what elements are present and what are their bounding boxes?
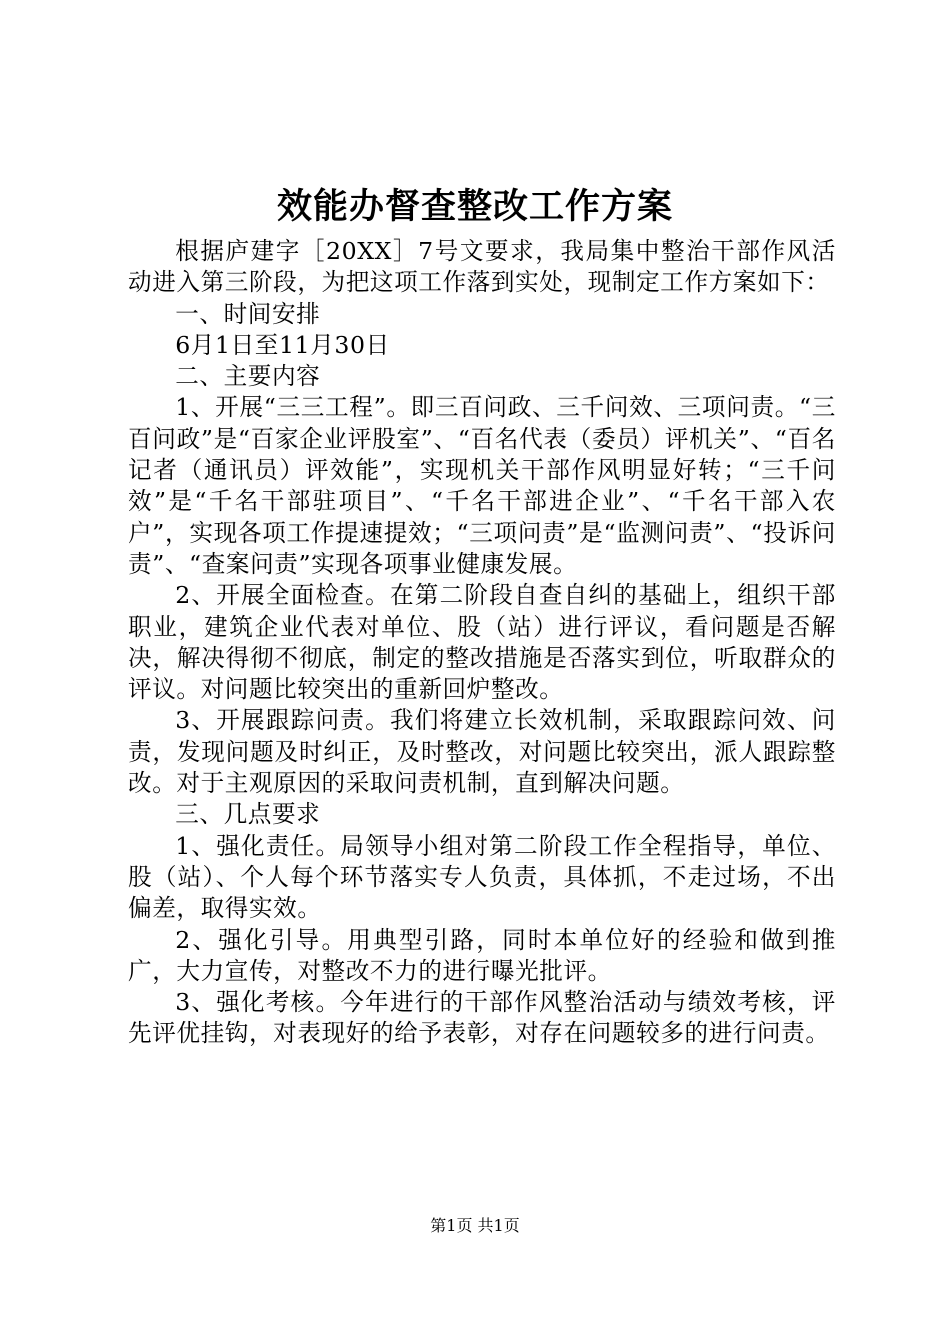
paragraph-content-2: 2、开展全面检查。在第二阶段自查自纠的基础上，组织干部职业，建筑企业代表对单位、股（站）进行评议，看问题是否解决，解决得彻不彻底，制定的整改措施是否落实到位，听取群众的评议。对问题比较突出的重新回炉整改。 — [128, 581, 836, 704]
document-title: 效能办督查整改工作方案 — [276, 186, 673, 227]
paragraph-content-3: 3、开展跟踪问责。我们将建立长效机制，采取跟踪问效、问责，发现问题及时纠正，及时整改，对问题比较突出，派人跟踪整改。对于主观原因的采取问责机制，直到解决问题。 — [128, 706, 836, 798]
paragraph-requirement-3: 3、强化考核。今年进行的干部作风整治活动与绩效考核，评先评优挂钩，对表现好的给予表彰，对存在问题较多的进行问责。 — [128, 988, 836, 1048]
document-body — [128, 236, 836, 1050]
paragraph-requirement-1: 1、强化责任。局领导小组对第二阶段工作全程指导，单位、股（站）、个人每个环节落实专人负责，具体抓，不走过场，不出偏差，取得实效。 — [128, 831, 836, 923]
paragraph-date-range: 6月1日至11月30日 — [175, 330, 390, 359]
paragraph-intro: 根据庐建字［20XX］7号文要求，我局集中整治干部作风活动进入第三阶段，为把这项工作落到实处，现制定工作方案如下： — [128, 237, 836, 297]
heading-requirements: 三、几点要求 — [175, 800, 321, 829]
paragraph-content-1: 1、开展“三三工程”。即三百问政、三千问效、三项问责。“三百问政”是“百家企业评股室”、“百名代表（委员）评机关”、“百名记者（通讯员）评效能”，实现机关干部作风明显好转；“三千问效”是“千名干部驻项目”、“千名干部进企业”、“千名干部入农户”，实现各项工作提速提效；“三项问责”是“监测问责”、“投诉问责”、“查案问责”实现各项事业健康发展。 — [128, 393, 836, 578]
heading-time-arrangement: 一、时间安排 — [175, 299, 321, 328]
page-footer: 第1页 共1页 — [430, 1216, 520, 1235]
heading-main-content: 二、主要内容 — [175, 362, 321, 391]
paragraph-requirement-2: 2、强化引导。用典型引路，同时本单位好的经验和做到推广，大力宣传，对整改不力的进行曝光批评。 — [128, 925, 836, 985]
